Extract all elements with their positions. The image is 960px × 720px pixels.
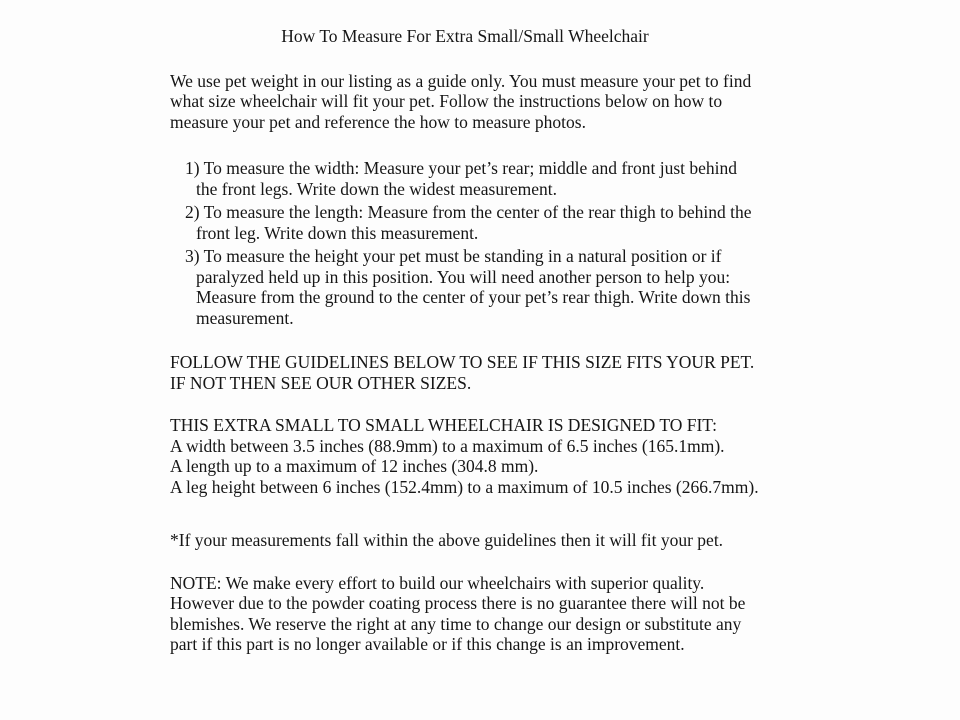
- intro-paragraph: We use pet weight in our listing as a guide only. You must measure your pet to find what size wheelchair will fit your pet. Follow the instructions below on how to measure your pet and reference the how to measure photos.: [170, 70, 756, 132]
- step-text: To measure the length: Measure from the center of the rear thigh to behind the front leg. Write down this measurement.: [196, 202, 756, 243]
- step-number: 1): [185, 158, 200, 178]
- measure-steps-list: [170, 158, 760, 328]
- fit-note: *If your measurements fall within the above guidelines then it will fit your pet.: [170, 530, 724, 550]
- step-number: 3): [185, 246, 200, 266]
- step-text: To measure the height your pet must be standing in a natural position or if paralyzed held up in this position. You will need another person to help you: Measure from the ground to the center of your pet’s rear thigh. Write down this measurement.: [196, 246, 755, 328]
- fit-spec-leg-height: A leg height between 6 inches (152.4mm) to a maximum of 10.5 inches (266.7mm).: [170, 476, 759, 497]
- step-number: 2): [185, 202, 200, 222]
- measure-step-height: [170, 246, 760, 328]
- measure-step-width: [170, 158, 760, 199]
- fit-specs-section: [170, 415, 760, 497]
- measure-step-length: [170, 202, 760, 243]
- document-content: [170, 26, 760, 677]
- guidelines-heading: FOLLOW THE GUIDELINES BELOW TO SEE IF THIS SIZE FITS YOUR PET. IF NOT THEN SEE OUR OTHER SIZES.: [170, 352, 759, 393]
- page-title: How To Measure For Extra Small/Small Wheelchair: [281, 26, 649, 46]
- step-text: To measure the width: Measure your pet’s rear; middle and front just behind the front legs. Write down the widest measurement.: [196, 158, 742, 199]
- fit-spec-width: A width between 3.5 inches (88.9mm) to a maximum of 6.5 inches (165.1mm).: [170, 435, 725, 456]
- fit-heading: THIS EXTRA SMALL TO SMALL WHEELCHAIR IS DESIGNED TO FIT:: [170, 415, 717, 435]
- quality-note: NOTE: We make every effort to build our wheelchairs with superior quality. However due to the powder coating process there is no guarantee there will not be blemishes. We reserve the right at any time to change our design or substitute any part if this part is no longer available or if this change is an improvement.: [170, 572, 750, 654]
- fit-spec-length: A length up to a maximum of 12 inches (304.8 mm).: [170, 456, 539, 476]
